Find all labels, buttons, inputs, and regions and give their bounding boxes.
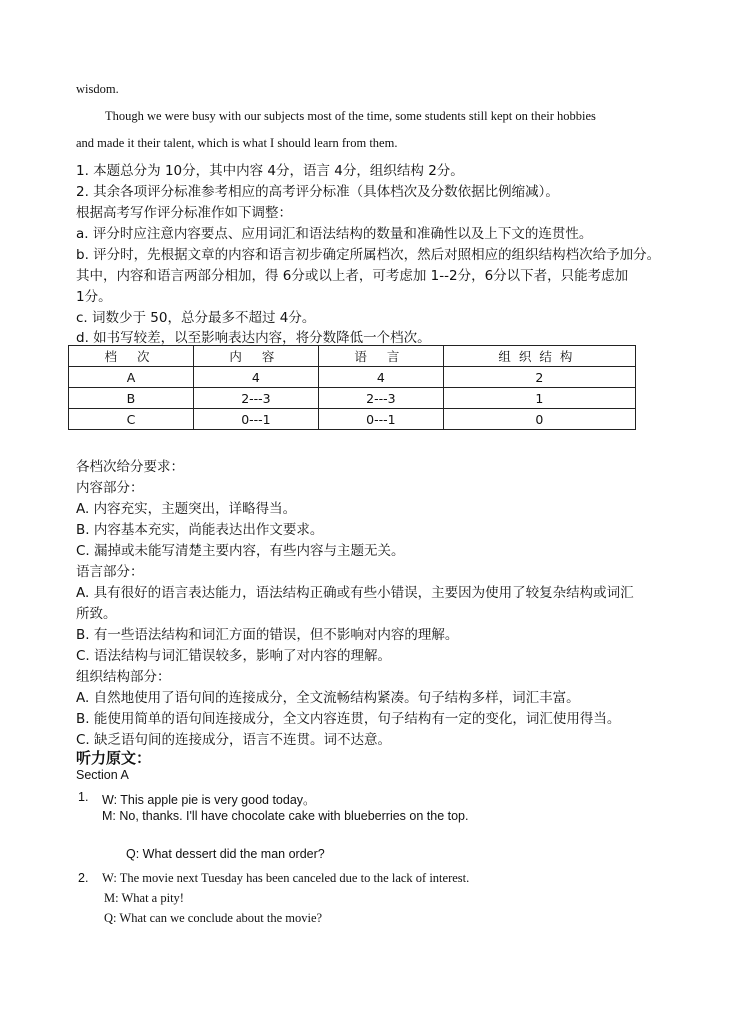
rule-line: c. 词数少于 50，总分最多不超过 4分。 bbox=[76, 310, 316, 326]
dialogue-line: M: What a pity! bbox=[104, 891, 184, 905]
table-header: 组织结构 bbox=[443, 346, 635, 367]
table-row bbox=[69, 388, 636, 409]
table-cell: 4 bbox=[318, 367, 443, 388]
table-cell: C bbox=[69, 409, 194, 430]
requirement-line: 组织结构部分： bbox=[76, 669, 171, 685]
table-cell: B bbox=[69, 388, 194, 409]
dialogue-line: W: This apple pie is very good today。 bbox=[102, 793, 316, 807]
rule-line: d. 如书写较差，以至影响表达内容，将分数降低一个档次。 bbox=[76, 330, 431, 346]
table-cell: 2 bbox=[443, 367, 635, 388]
table-row bbox=[69, 367, 636, 388]
requirement-line: A. 自然地使用了语句间的连接成分，全文流畅结构紧凑。句子结构多样，词汇丰富。 bbox=[76, 690, 580, 706]
question-number: 2. bbox=[78, 871, 89, 885]
requirement-line: A. 具有很好的语言表达能力，语法结构正确或有些小错误，主要因为使用了较复杂结构或词汇 bbox=[76, 585, 634, 601]
question-line: Q: What dessert did the man order? bbox=[126, 847, 325, 861]
section-label: Section A bbox=[76, 768, 129, 782]
essay-line: and made it their talent, which is what I should learn from them. bbox=[76, 136, 398, 150]
requirement-line: B. 内容基本充实，尚能表达出作文要求。 bbox=[76, 522, 324, 538]
requirement-line: 各档次给分要求： bbox=[76, 459, 184, 475]
rule-line: 1. 本题总分为 10分，其中内容 4分，语言 4分，组织结构 2分。 bbox=[76, 163, 464, 179]
table-header-row bbox=[69, 346, 636, 367]
requirement-line: 所致。 bbox=[76, 606, 117, 622]
table-cell: 2---3 bbox=[318, 388, 443, 409]
requirement-line: C. 语法结构与词汇错误较多，影响了对内容的理解。 bbox=[76, 648, 392, 664]
table-header: 内 容 bbox=[193, 346, 318, 367]
table-row bbox=[69, 409, 636, 430]
table-cell: 2---3 bbox=[193, 388, 318, 409]
requirement-line: 内容部分： bbox=[76, 480, 144, 496]
table-header: 档 次 bbox=[69, 346, 194, 367]
rule-line: 其中，内容和语言两部分相加，得 6分或以上者，可考虑加 1--2分，6分以下者，只能考虑加 bbox=[76, 268, 629, 284]
requirement-line: B. 有一些语法结构和词汇方面的错误，但不影响对内容的理解。 bbox=[76, 627, 459, 643]
rule-line: 1分。 bbox=[76, 289, 112, 305]
requirement-line: 语言部分： bbox=[76, 564, 144, 580]
table-cell: 0---1 bbox=[193, 409, 318, 430]
essay-line: Though we were busy with our subjects most of the time, some students still kept on their hobbies bbox=[105, 109, 596, 123]
rule-line: 2. 其余各项评分标准参考相应的高考评分标准（具体档次及分数依据比例缩减）。 bbox=[76, 184, 559, 200]
table-header: 语 言 bbox=[318, 346, 443, 367]
score-table bbox=[68, 345, 636, 430]
requirement-line: C. 漏掉或未能写清楚主要内容，有些内容与主题无关。 bbox=[76, 543, 405, 559]
rule-line: 根据高考写作评分标准作如下调整： bbox=[76, 205, 292, 221]
table-cell: 0 bbox=[443, 409, 635, 430]
requirement-line: C. 缺乏语句间的连接成分，语言不连贯。词不达意。 bbox=[76, 732, 392, 748]
rule-line: b. 评分时，先根据文章的内容和语言初步确定所属档次，然后对照相应的组织结构档次给予加分。 bbox=[76, 247, 661, 263]
listening-heading: 听力原文： bbox=[76, 749, 152, 767]
table-cell: 0---1 bbox=[318, 409, 443, 430]
dialogue-line: W: The movie next Tuesday has been canceled due to the lack of interest. bbox=[102, 871, 470, 885]
question-number: 1. bbox=[78, 790, 89, 804]
table-cell: 1 bbox=[443, 388, 635, 409]
essay-line: wisdom. bbox=[76, 82, 119, 96]
rule-line: a. 评分时应注意内容要点、应用词汇和语法结构的数量和准确性以及上下文的连贯性。 bbox=[76, 226, 593, 242]
dialogue-line: M: No, thanks. I'll have chocolate cake with blueberries on the top. bbox=[102, 809, 469, 823]
question-line: Q: What can we conclude about the movie? bbox=[104, 911, 323, 925]
table-cell: 4 bbox=[193, 367, 318, 388]
requirement-line: A. 内容充实，主题突出，详略得当。 bbox=[76, 501, 297, 517]
table-cell: A bbox=[69, 367, 194, 388]
requirement-line: B. 能使用简单的语句间连接成分，全文内容连贯，句子结构有一定的变化，词汇使用得当。 bbox=[76, 711, 621, 727]
